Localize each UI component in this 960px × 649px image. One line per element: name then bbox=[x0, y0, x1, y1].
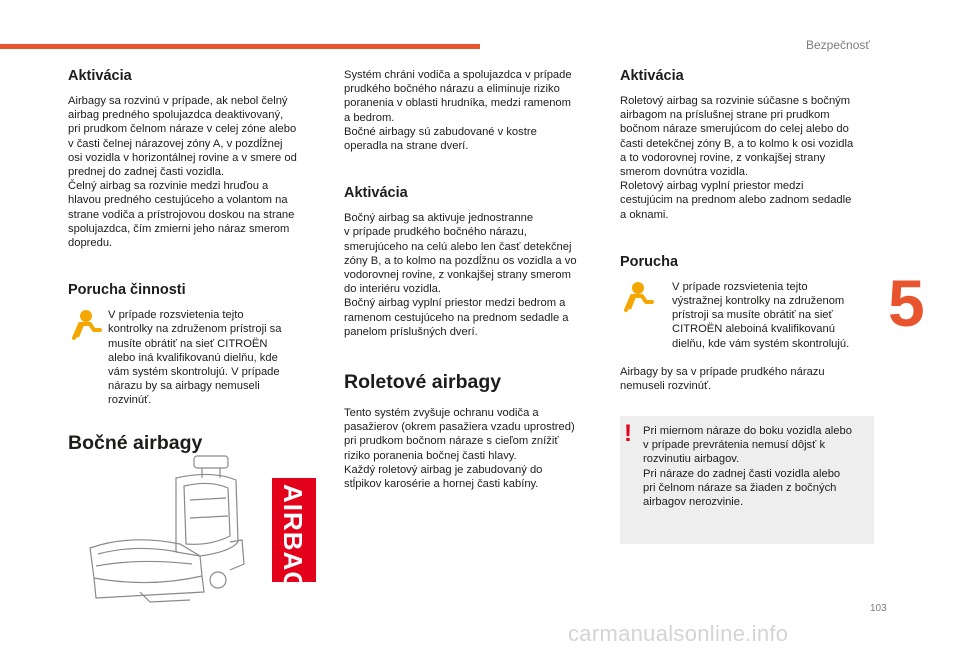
chapter-title: Bezpečnosť bbox=[806, 38, 870, 52]
heading-bocne-airbagy: Bočné airbagy bbox=[68, 431, 203, 454]
column-2 bbox=[344, 68, 606, 491]
heading-aktivacia-curtain: Aktivácia bbox=[620, 68, 684, 84]
warning-light-text: V prípade rozsvietenia tejto kontrolky na združenom prístroji sa musíte obrátiť na sieť CITROËN alebo iná kvalifikovanú dielňu, kde vám systém skontrolujú. V prípade nárazu by sa airbagy nemuseli rozvinúť. bbox=[108, 309, 282, 407]
warning-box bbox=[620, 416, 874, 544]
airbag-label-text: AIRBAG bbox=[278, 484, 308, 593]
paragraph-aktivacia-curtain: Roletový airbag sa rozvinie súčasne s bočným airbagom na príslušnej strane pri prudkom bočnom náraze smerujúcom do celej alebo do časti detekčnej zóny B, a to kolmo k osi vozidla a to vodorovnej rovine, z vonkajšej strany smerom dovnútra vozidla. Roletový airbag vyplní priestor medzi cestujúcim na prednom alebo zadnom sedadle a oknami. bbox=[620, 95, 854, 221]
chapter-number: 5 bbox=[888, 266, 925, 340]
warning-light-text-curtain: V prípade rozsvietenia tejto výstražnej kontrolky na združenom prístroji sa musíte obrátiť na sieť CITROËN aleboiná kvalifikovanú dielňu, kde vám systém skontrolujú. bbox=[672, 280, 850, 350]
heading-aktivacia-side: Aktivácia bbox=[344, 185, 408, 202]
header-accent-bar bbox=[0, 44, 480, 49]
heading-aktivacia: Aktivácia bbox=[68, 68, 132, 84]
watermark: carmanualsonline.info bbox=[568, 621, 789, 646]
paragraph-aktivacia-side: Bočný airbag sa aktivuje jednostranne v prípade prudkého bočného nárazu, smerujúceho na celú alebo len časť detekčnej zóny B, a to kolmo na pozdĺžnu os vozidla a vo vodorovnej rovine, z vonkajšej strany smerom do interiéru vozidla. Bočný airbag vyplní priestor medzi bedrom a ramenom cestujúceho na prednom sedadle a panelom príslušných dverí. bbox=[344, 212, 577, 338]
warning-box-text: Pri miernom náraze do boku vozidla alebo v prípade prevrátenia nemusí dôjsť k rozvinutiu airbagov. Pri náraze do zadnej časti vozidla alebo pri čelnom náraze sa žiaden z bočných airbagov nerozvinie. bbox=[643, 425, 852, 509]
airbag-label-tag bbox=[272, 478, 316, 593]
warning-light-note bbox=[68, 308, 326, 407]
paragraph-roletove: Tento systém zvyšuje ochranu vodiča a pasažierov (okrem pasažiera vzadu uprostred) pri prudkom bočnom náraze s cieľom znížiť riziko poranenia bočnej časti hlavy. Každý roletový airbag je zabudovaný do stĺpikov karosérie a hornej časti kabíny. bbox=[344, 407, 575, 491]
airbag-warning-light-icon bbox=[68, 308, 108, 407]
heading-porucha: Porucha bbox=[620, 253, 679, 270]
paragraph-side-intro: Systém chráni vodiča a spolujazdca v prípade prudkého bočného nárazu a eliminuje riziko poranenia v oblasti hrudníka, medzi ramenom a bedrom. Bočné airbagy sú zabudované v kostre operadla na strane dverí. bbox=[344, 69, 572, 153]
paragraph-not-deploy: Airbagy by sa v prípade prudkého nárazu nemuseli rozvinúť. bbox=[620, 365, 825, 393]
seat-illustration bbox=[80, 452, 260, 604]
column-1 bbox=[68, 68, 326, 455]
warning-light-note-curtain bbox=[620, 280, 876, 351]
heading-porucha-cinnosti: Porucha činnosti bbox=[68, 282, 186, 299]
paragraph-aktivacia: Airbagy sa rozvinú v prípade, ak nebol čelný airbag predného spolujazdca deaktivovaný, pri prudkom čelnom náraze v celej zóne alebo v časti čelnej nárazovej zóny A, v pozdĺžnej osi vozidla v horizontálnej rovine a v smere od prednej do zadnej časti vozidla. Čelný airbag sa rozvinie medzi hruďou a hlavou predného cestujúceho a volantom na strane vodiča a prístrojovou doskou na strane spolujazdca, čím zmierni jeho náraz smerom dopredu. bbox=[68, 95, 297, 250]
heading-roletove-airbagy: Roletové airbagy bbox=[344, 371, 502, 394]
page-number: 103 bbox=[870, 603, 887, 614]
airbag-warning-light-icon-2 bbox=[620, 280, 672, 351]
warning-exclamation-icon: ! bbox=[624, 420, 632, 447]
column-3 bbox=[620, 68, 876, 393]
